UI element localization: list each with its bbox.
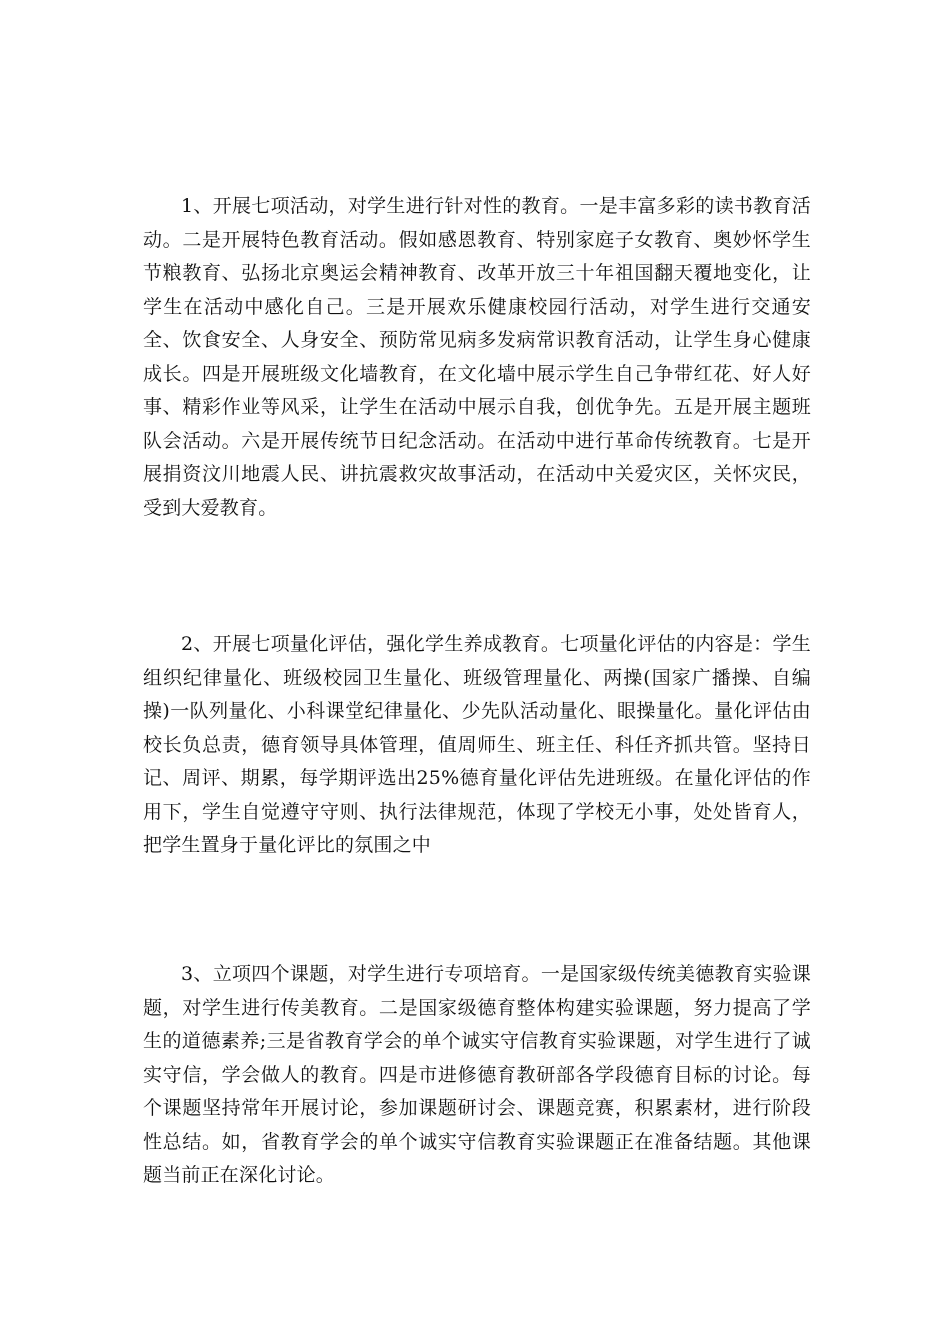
paragraph-research-topics: 3、立项四个课题，对学生进行专项培育。一是国家级传统美德教育实验课题，对学生进行传美教育。二是国家级德育整体构建实验课题，努力提高了学生的道德素养;三是省教育学会的单个诚实守信教育实验课题，对学生进行了诚实守信，学会做人的教育。四是市进修德育教研部各学段德育目标的讨论。每个课题坚持常年开展讨论，参加课题研讨会、课题竞赛，积累素材，进行阶段性总结。如，省教育学会的单个诚实守信教育实验课题正在准备结题。其他课题当前正在深化讨论。 [143, 963, 811, 1186]
paragraph-activities: 1、开展七项活动，对学生进行针对性的教育。一是丰富多彩的读书教育活动。二是开展特色教育活动。假如感恩教育、特别家庭子女教育、奥妙怀学生节粮教育、弘扬北京奥运会精神教育、改革开放三十年祖国翻天覆地变化，让学生在活动中感化自己。三是开展欢乐健康校园行活动，对学生进行交通安全、饮食安全、人身安全、预防常见病多发病常识教育活动，让学生身心健康成长。四是开展班级文化墙教育，在文化墙中展示学生自己争带红花、好人好事、精彩作业等风采，让学生在活动中展示自我，创优争先。五是开展主题班队会活动。六是开展传统节日纪念活动。在活动中进行革命传统教育。七是开展捐资汶川地震人民、讲抗震救灾故事活动，在活动中关爱灾区，关怀灾民，受到大爱教育。 [143, 195, 811, 519]
paragraph-quantified-evaluation: 2、开展七项量化评估，强化学生养成教育。七项量化评估的内容是：学生组织纪律量化、班级校园卫生量化、班级管理量化、两操(国家广播操、自编操)一队列量化、小科课堂纪律量化、少先队活动量化、眼操量化。量化评估由校长负总责，德育领导具体管理，值周师生、班主任、科任齐抓共管。坚持日记、周评、期累，每学期评选出25%德育量化评估先进班级。在量化评估的作用下，学生自觉遵守守则、执行法律规范，体现了学校无小事，处处皆育人，把学生置身于量化评比的氛围之中 [143, 633, 811, 856]
